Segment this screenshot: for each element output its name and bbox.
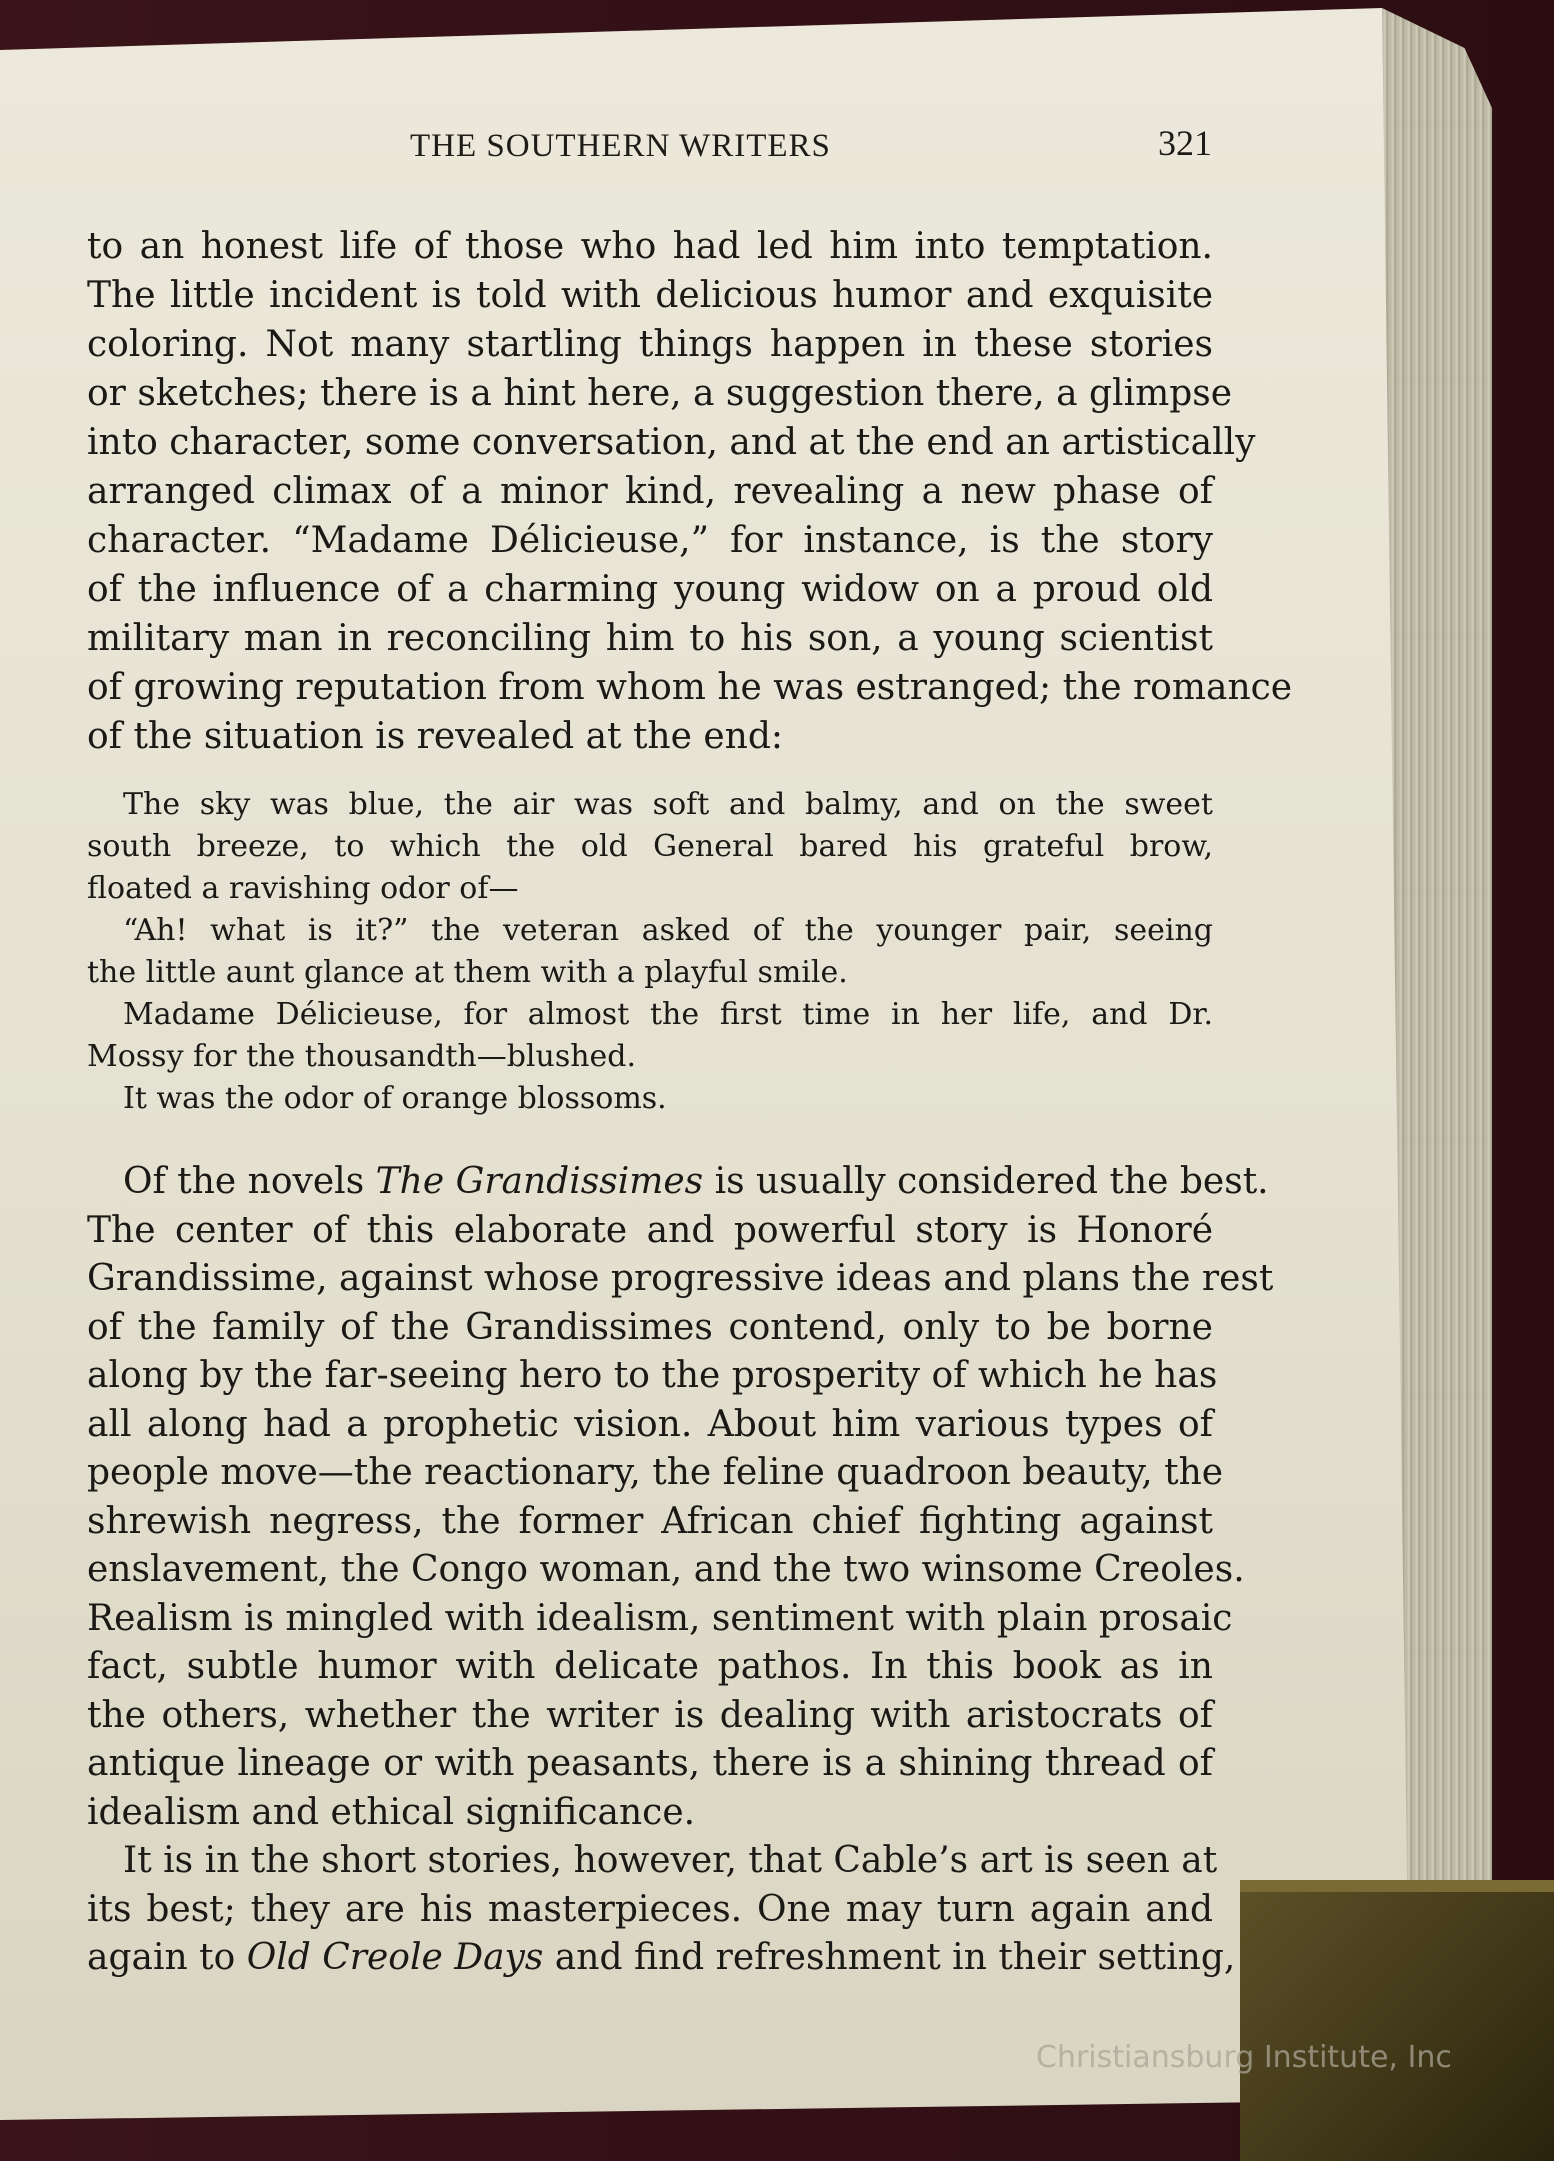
text-line: of the family of the Grandissimes contend, only to be borne — [87, 1306, 1213, 1348]
block-quotation — [87, 784, 1213, 1120]
text-line: character. “Madame Délicieuse,” for instance, is the story — [87, 520, 1213, 561]
text-segment: Of the novels — [123, 1161, 376, 1202]
text-line: its best; they are his masterpieces. One may turn again and — [87, 1888, 1213, 1930]
text-line: enslavement, the Congo woman, and the two winsome Creoles. — [87, 1549, 1245, 1590]
text-line: It is in the short stories, however, that Cable’s art is seen at — [123, 1840, 1218, 1881]
paragraph-2 — [87, 1158, 1274, 1983]
text-segment: again to — [87, 1937, 247, 1978]
text-line: Realism is mingled with idealism, sentiment with plain prosaic — [87, 1597, 1233, 1639]
book-title: Old Creole Days — [246, 1937, 544, 1978]
book-title: The Grandissimes — [375, 1161, 704, 1202]
text-line: shrewish negress, the former African chief fighting against — [87, 1500, 1213, 1542]
page-number: 321 — [1158, 123, 1212, 163]
text-line: antique lineage or with peasants, there is a shining thread of — [87, 1743, 1213, 1784]
text-segment: and find refreshment in their setting, — [543, 1937, 1236, 1978]
text-line: all along had a prophetic vision. About him various types of — [87, 1403, 1213, 1445]
quote-line: It was the odor of orange blossoms. — [123, 1081, 667, 1116]
text-line: military man in reconciling him to his son, a young scientist — [87, 618, 1213, 659]
text-line — [87, 1934, 1236, 1983]
quote-line: Madame Délicieuse, for almost the first time in her life, and Dr. — [123, 997, 1213, 1032]
text-line: into character, some conversation, and at the end an artistically — [87, 422, 1256, 463]
text-line: people move—the reactionary, the feline quadroon beauty, the — [87, 1452, 1224, 1493]
text-line: coloring. Not many startling things happen in these stories — [87, 324, 1213, 365]
paragraph-1 — [87, 222, 1293, 761]
book-cover-corner — [1240, 1880, 1554, 2161]
text-line: of the influence of a charming young widow on a proud old — [87, 569, 1213, 610]
text-line: idealism and ethical significance. — [87, 1791, 696, 1833]
quote-line: The sky was blue, the air was soft and balmy, and on the sweet — [123, 787, 1213, 822]
quote-line: “Ah! what is it?” the veteran asked of the younger pair, seeing — [123, 913, 1213, 948]
text-line: The little incident is told with delicious humor and exquisite — [87, 275, 1213, 316]
quote-line: Mossy for the thousandth—blushed. — [87, 1039, 637, 1074]
text-line: along by the far-seeing hero to the prosperity of which he has — [87, 1355, 1218, 1396]
book-cover-edge — [1240, 1880, 1554, 1892]
text-line: fact, subtle humor with delicate pathos. In this book as in — [87, 1646, 1213, 1687]
text-line: arranged climax of a minor kind, revealing a new phase of — [87, 471, 1213, 512]
text-line: of growing reputation from whom he was estranged; the romance — [87, 667, 1293, 708]
text-line: of the situation is revealed at the end: — [87, 716, 784, 757]
text-segment: is usually considered the best. — [703, 1161, 1269, 1202]
quote-line: south breeze, to which the old General bared his grateful brow, — [87, 829, 1213, 864]
quote-line: floated a ravishing odor of— — [87, 871, 519, 906]
watermark: Christiansburg Institute, Inc — [1036, 2040, 1452, 2075]
text-line: the others, whether the writer is dealing with aristocrats of — [87, 1694, 1213, 1736]
text-line: Grandissime, against whose progressive ideas and plans the rest — [87, 1258, 1274, 1299]
text-line: to an honest life of those who had led him into temptation. — [87, 226, 1213, 267]
text-line: The center of this elaborate and powerful story is Honoré — [87, 1209, 1213, 1251]
text-line: or sketches; there is a hint here, a suggestion there, a glimpse — [87, 373, 1233, 414]
running-title: THE SOUTHERN WRITERS — [410, 128, 831, 164]
text-line — [87, 1158, 1269, 1207]
quote-line: the little aunt glance at them with a playful smile. — [87, 955, 848, 990]
